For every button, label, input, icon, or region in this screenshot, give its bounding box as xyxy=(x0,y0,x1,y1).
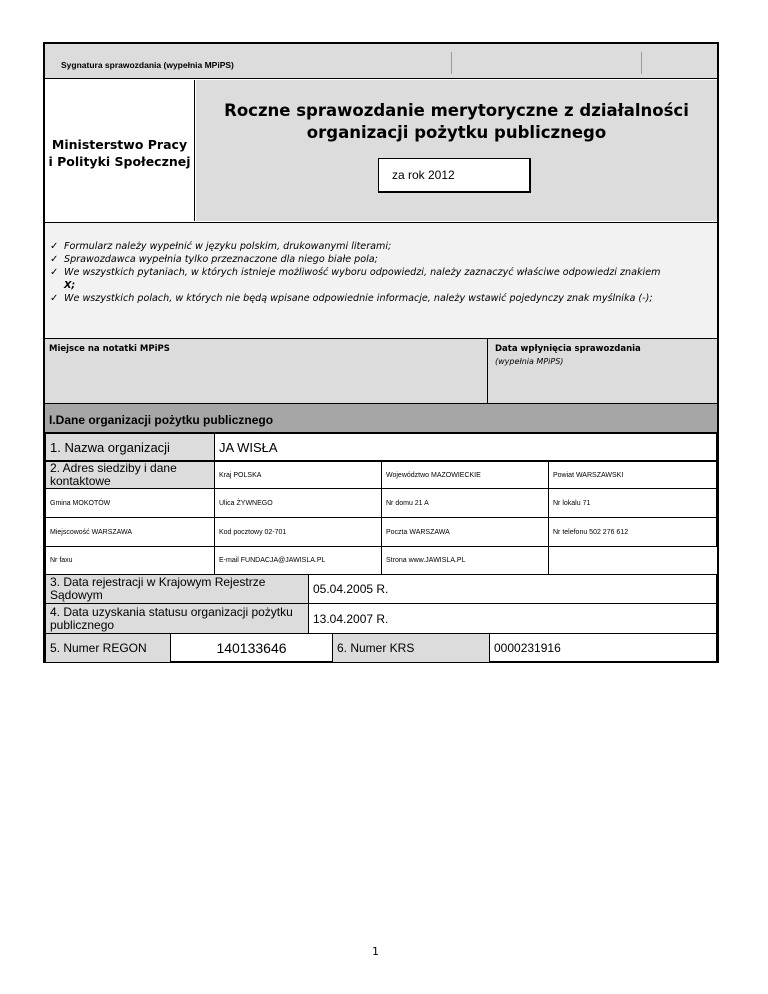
instruction-item: ✓ We wszystkich polach, w których nie będą wpisane odpowiednie informacje, należy wstawić pojedynczy znak myślnika (-); xyxy=(50,293,653,304)
krs-label: 6. Numer KRS xyxy=(332,633,490,663)
regon-field[interactable]: 140133646 xyxy=(170,633,333,663)
name-label: 1. Nazwa organizacji xyxy=(45,433,215,461)
signature-label: Sygnatura sprawozdania (wypełnia MPiPS) xyxy=(61,60,234,70)
regon-label: 5. Numer REGON xyxy=(45,633,171,663)
received-label: Data wpłynięcia sprawozdania xyxy=(495,344,641,354)
checkmark-icon: ✓ xyxy=(50,293,59,304)
notes-label: Miejsce na notatki MPiPS xyxy=(49,344,170,354)
website-field[interactable]: Strona www.JAWISLA.PL xyxy=(381,546,549,575)
ministry-line-2: i Polityki Społecznej xyxy=(48,154,191,169)
krs-registration-label: 3. Data rejestracji w Krajowym Rejestrze Sądowym xyxy=(45,574,309,604)
document-title xyxy=(196,100,717,144)
city-field[interactable]: Miejscowość WARSZAWA xyxy=(45,517,215,547)
title-block xyxy=(196,80,717,221)
instruction-item: ✓ Formularz należy wypełnić w języku polskim, drukowanymi literami; xyxy=(50,241,392,252)
title-line-1: Roczne sprawozdanie merytoryczne z działalności xyxy=(224,101,689,120)
page-number: 1 xyxy=(372,945,379,958)
ulica-field[interactable]: Ulica ŻYWNEGO xyxy=(214,488,382,518)
checkmark-icon: ✓ xyxy=(50,241,59,252)
email-field[interactable]: E-mail FUNDACJA@JAWISLA.PL xyxy=(214,546,382,575)
krs-registration-field[interactable]: 05.04.2005 R. xyxy=(308,574,717,604)
postal-code-field[interactable]: Kod pocztowy 02-701 xyxy=(214,517,382,547)
opp-status-field[interactable]: 13.04.2007 R. xyxy=(308,603,717,634)
checkmark-icon: ✓ xyxy=(50,254,59,265)
report-year-field[interactable]: za rok 2012 xyxy=(378,158,531,193)
signature-row xyxy=(45,44,717,79)
kraj-field[interactable]: Kraj POLSKA xyxy=(214,461,382,489)
notes-area xyxy=(45,339,488,403)
instruction-item: ✓ We wszystkich pytaniach, w których istnieje możliwość wyboru odpowiedzi, należy zaznaczyć właściwe odpowiedzi znakiem xyxy=(50,267,661,278)
name-field[interactable]: JA WISŁA xyxy=(214,433,717,461)
gmina-field[interactable]: Gmina MOKOTÓW xyxy=(45,488,215,518)
powiat-field[interactable]: Powiat WARSZAWSKI xyxy=(548,461,717,489)
title-line-2: organizacji pożytku publicznego xyxy=(306,123,607,142)
house-number-field[interactable]: Nr domu 21 A xyxy=(381,488,549,518)
apartment-number-field[interactable]: Nr lokalu 71 xyxy=(548,488,717,518)
instruction-item: ✓ Sprawozdawca wypełnia tylko przeznaczone dla niego białe pola; xyxy=(50,254,378,265)
phone-field[interactable]: Nr telefonu 502 276 612 xyxy=(548,517,717,547)
received-date-area xyxy=(488,339,717,403)
received-sublabel: (wypełnia MPiPS) xyxy=(495,357,564,366)
instructions-list xyxy=(45,222,717,339)
wojewodztwo-field[interactable]: Województwo MAZOWIECKIE xyxy=(381,461,549,489)
section-header: I.Dane organizacji pożytku publicznego xyxy=(45,403,717,433)
fax-field[interactable]: Nr faxu xyxy=(45,546,215,575)
ministry-line-1: Ministerstwo Pracy xyxy=(51,137,188,152)
address-label: 2. Adres siedziby i dane kontaktowe xyxy=(45,461,215,489)
signature-divider xyxy=(451,52,452,74)
checkmark-icon: ✓ xyxy=(50,267,59,278)
krs-field[interactable]: 0000231916 xyxy=(489,633,717,663)
ministry-name xyxy=(45,80,195,221)
instruction-item-continued: X; xyxy=(64,280,76,291)
post-office-field[interactable]: Poczta WARSZAWA xyxy=(381,517,549,547)
signature-divider xyxy=(641,52,642,74)
opp-status-label: 4. Data uzyskania statusu organizacji pożytku publicznego xyxy=(45,603,309,634)
